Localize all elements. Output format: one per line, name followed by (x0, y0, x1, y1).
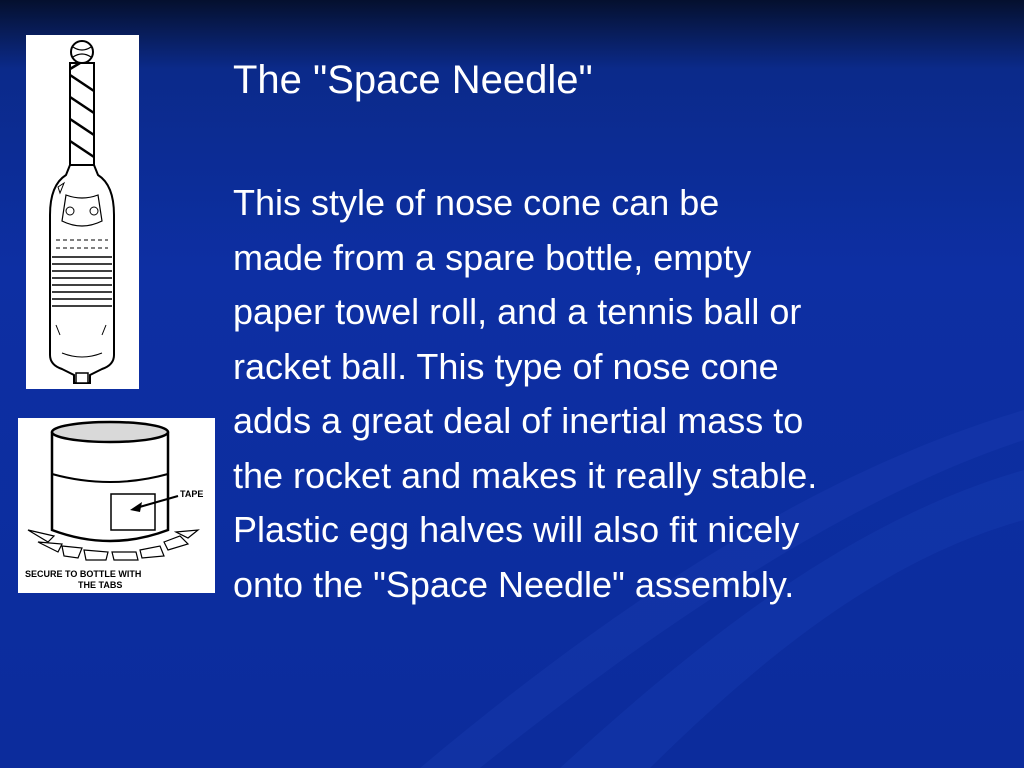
tube-caption-line1: SECURE TO BOTTLE WITH (25, 569, 142, 579)
body-line: racket ball. This type of nose cone (233, 345, 779, 387)
body-line: Plastic egg halves will also fit nicely (233, 509, 800, 550)
tape-label: TAPE (180, 489, 204, 499)
body-line: made from a spare bottle, empty (233, 236, 752, 278)
body-line: paper towel roll, and a tennis ball or (233, 291, 802, 332)
body-line: the rocket and makes it really stable. (233, 454, 818, 496)
body-line: This style of nose cone can be (233, 182, 720, 223)
body-line: onto the "Space Needle" assembly. (233, 563, 795, 605)
slide-body (233, 176, 1003, 612)
body-line: adds a great deal of inertial mass to (233, 400, 804, 441)
tube-tabs-illustration (18, 418, 215, 593)
slide-title: The "Space Needle" (233, 58, 593, 102)
rocket-illustration (26, 35, 139, 389)
tube-caption-line2: THE TABS (78, 580, 123, 590)
